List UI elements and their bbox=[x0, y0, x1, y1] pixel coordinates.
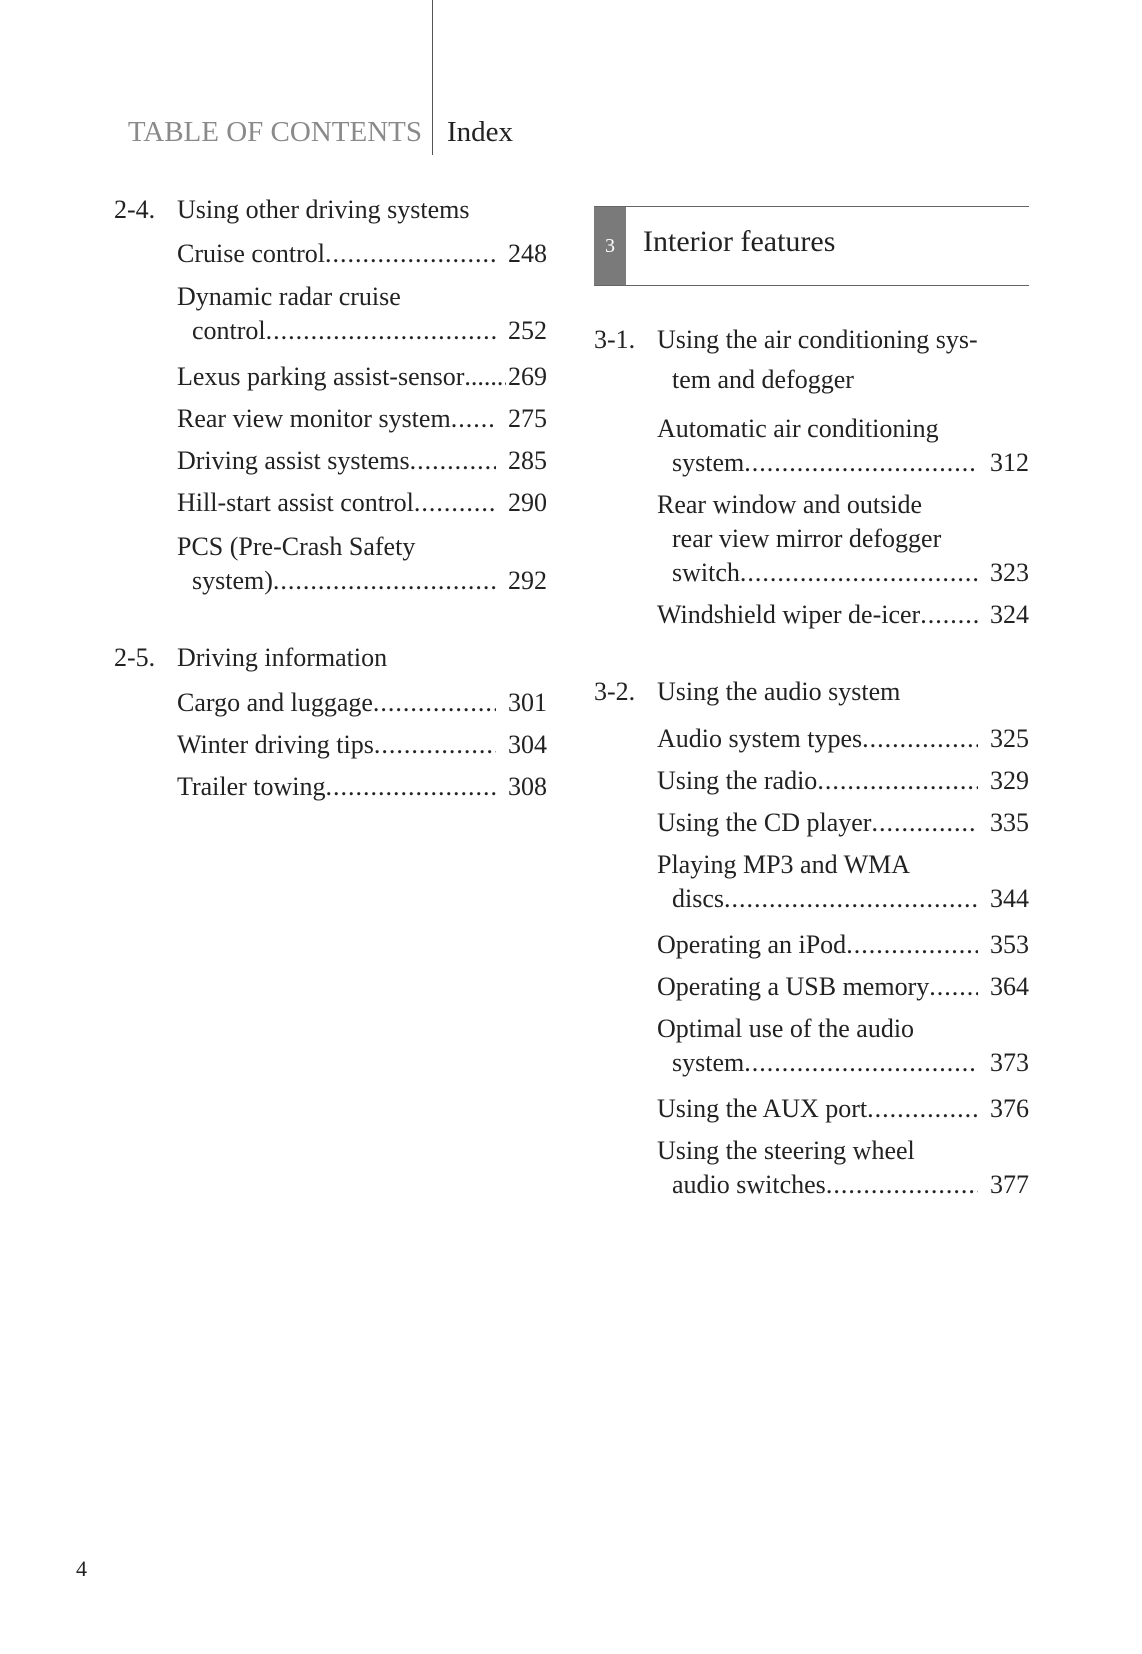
entry-page: 324 bbox=[990, 600, 1029, 629]
entry-label: system) bbox=[192, 566, 273, 595]
entry-label: Trailer towing bbox=[177, 772, 326, 801]
entry-label: Cruise control bbox=[177, 239, 326, 268]
leader-dots bbox=[273, 564, 496, 598]
entry-label: Audio system types bbox=[657, 724, 863, 753]
section-3-2-heading bbox=[594, 674, 1034, 710]
toc-entry-aux-port[interactable] bbox=[657, 1092, 1029, 1126]
entry-page: 292 bbox=[508, 566, 547, 595]
toc-entry-driving-assist[interactable] bbox=[177, 444, 547, 478]
section-2-4-heading bbox=[114, 192, 554, 228]
toc-entry-rear-view-monitor[interactable] bbox=[177, 402, 547, 436]
leader-dots bbox=[817, 764, 978, 798]
leader-dots bbox=[867, 1092, 978, 1126]
entry-label: Operating an iPod bbox=[657, 930, 847, 959]
header-index-link[interactable]: Index bbox=[447, 116, 514, 148]
entry-label: Lexus parking assist-sensor bbox=[177, 362, 465, 391]
header-toc-link[interactable]: TABLE OF CONTENTS bbox=[127, 116, 422, 148]
entry-page: 312 bbox=[990, 448, 1029, 477]
entry-page: 329 bbox=[990, 766, 1029, 795]
entry-label-line1: PCS (Pre-Crash Safety bbox=[177, 532, 416, 561]
entry-label: Rear view monitor system bbox=[177, 404, 451, 433]
entry-label: audio switches bbox=[672, 1170, 826, 1199]
toc-entry-usb-memory[interactable] bbox=[657, 970, 1029, 1004]
entry-label: Cargo and luggage bbox=[177, 688, 373, 717]
leader-dots bbox=[464, 360, 506, 394]
toc-entry-cruise-control[interactable] bbox=[177, 237, 547, 271]
leader-dots bbox=[826, 1168, 978, 1202]
toc-entry-using-the-radio[interactable] bbox=[657, 764, 1029, 798]
section-title: Using other driving systems bbox=[177, 195, 470, 224]
toc-entry-rear-window-defogger[interactable] bbox=[657, 488, 1029, 590]
entry-label-line1: Automatic air conditioning bbox=[657, 414, 939, 443]
section-number: 3-1. bbox=[594, 325, 636, 354]
entry-page: 290 bbox=[508, 488, 547, 517]
entry-label-line1: Playing MP3 and WMA bbox=[657, 850, 911, 879]
toc-entry-steering-wheel-audio[interactable] bbox=[657, 1134, 1029, 1202]
entry-page: 364 bbox=[990, 972, 1029, 1001]
entry-page: 304 bbox=[508, 730, 547, 759]
toc-entry-automatic-air-conditioning[interactable] bbox=[657, 412, 1029, 480]
leader-dots bbox=[724, 882, 978, 916]
entry-label: discs bbox=[672, 884, 724, 913]
entry-page: 252 bbox=[508, 316, 547, 345]
entry-label: Using the AUX port bbox=[657, 1094, 868, 1123]
entry-page: 301 bbox=[508, 688, 547, 717]
entry-label: switch bbox=[672, 558, 740, 587]
entry-label: Windshield wiper de-icer bbox=[657, 600, 921, 629]
section-title-line2: tem and defogger bbox=[672, 365, 854, 394]
section-number: 2-4. bbox=[114, 195, 156, 224]
toc-entry-winter-driving[interactable] bbox=[177, 728, 547, 762]
entry-label: Using the CD player bbox=[657, 808, 872, 837]
entry-label: system bbox=[672, 1048, 745, 1077]
chapter-banner[interactable] bbox=[594, 206, 1029, 286]
leader-dots bbox=[871, 806, 978, 840]
entry-page: 325 bbox=[990, 724, 1029, 753]
entry-page: 344 bbox=[990, 884, 1029, 913]
leader-dots bbox=[929, 970, 978, 1004]
toc-entry-hill-start[interactable] bbox=[177, 486, 547, 520]
leader-dots bbox=[326, 770, 496, 804]
entry-label-line1: Using the steering wheel bbox=[657, 1136, 915, 1165]
leader-dots bbox=[325, 237, 496, 271]
toc-entry-operating-ipod[interactable] bbox=[657, 928, 1029, 962]
leader-dots bbox=[744, 1046, 978, 1080]
toc-entry-using-the-cd-player[interactable] bbox=[657, 806, 1029, 840]
entry-page: 376 bbox=[990, 1094, 1029, 1123]
entry-page: 323 bbox=[990, 558, 1029, 587]
leader-dots bbox=[740, 556, 978, 590]
toc-entry-trailer-towing[interactable] bbox=[177, 770, 547, 804]
entry-page: 373 bbox=[990, 1048, 1029, 1077]
leader-dots bbox=[374, 728, 496, 762]
toc-entry-dynamic-radar-cruise[interactable] bbox=[177, 280, 547, 348]
leader-dots bbox=[744, 446, 978, 480]
entry-label: Driving assist systems bbox=[177, 446, 410, 475]
section-title: Driving information bbox=[177, 643, 388, 672]
section-2-5-heading bbox=[114, 640, 554, 676]
toc-entry-pcs[interactable] bbox=[177, 530, 547, 598]
entry-page: 248 bbox=[508, 239, 547, 268]
leader-dots bbox=[862, 722, 978, 756]
entry-label: Operating a USB memory bbox=[657, 972, 930, 1001]
section-3-1-heading bbox=[594, 322, 1034, 402]
leader-dots bbox=[451, 402, 496, 436]
toc-entry-cargo[interactable] bbox=[177, 686, 547, 720]
leader-dots bbox=[410, 444, 496, 478]
entry-page: 269 bbox=[508, 362, 547, 391]
entry-page: 335 bbox=[990, 808, 1029, 837]
entry-label: Winter driving tips bbox=[177, 730, 374, 759]
leader-dots bbox=[373, 686, 496, 720]
chapter-number-tab: 3 bbox=[594, 207, 626, 285]
leader-dots bbox=[266, 314, 496, 348]
section-title: Using the air conditioning sys- bbox=[657, 325, 978, 354]
leader-dots bbox=[920, 598, 978, 632]
toc-entry-mp3-wma-discs[interactable] bbox=[657, 848, 1029, 916]
section-number: 2-5. bbox=[114, 643, 156, 672]
entry-page: 377 bbox=[990, 1170, 1029, 1199]
section-title: Using the audio system bbox=[657, 677, 901, 706]
entry-label-line2: rear view mirror defogger bbox=[672, 524, 942, 553]
chapter-title: Interior features bbox=[643, 225, 836, 258]
section-number: 3-2. bbox=[594, 677, 636, 706]
entry-label: Using the radio bbox=[657, 766, 818, 795]
entry-page: 285 bbox=[508, 446, 547, 475]
entry-label: Hill-start assist control bbox=[177, 488, 414, 517]
toc-entry-optimal-audio[interactable] bbox=[657, 1012, 1029, 1080]
entry-label: system bbox=[672, 448, 745, 477]
entry-page: 275 bbox=[508, 404, 547, 433]
entry-label-line1: Rear window and outside bbox=[657, 490, 923, 519]
toc-entry-parking-assist[interactable] bbox=[177, 360, 547, 394]
toc-entry-audio-system-types[interactable] bbox=[657, 722, 1029, 756]
entry-label-line1: Dynamic radar cruise bbox=[177, 282, 401, 311]
entry-page: 308 bbox=[508, 772, 547, 801]
entry-label: control bbox=[192, 316, 266, 345]
entry-label-line1: Optimal use of the audio bbox=[657, 1014, 915, 1043]
leader-dots bbox=[414, 486, 496, 520]
header-divider bbox=[432, 0, 433, 155]
page-number: 4 bbox=[76, 1556, 87, 1581]
toc-entry-windshield-wiper-de-icer[interactable] bbox=[657, 598, 1029, 632]
entry-page: 353 bbox=[990, 930, 1029, 959]
leader-dots bbox=[846, 928, 978, 962]
